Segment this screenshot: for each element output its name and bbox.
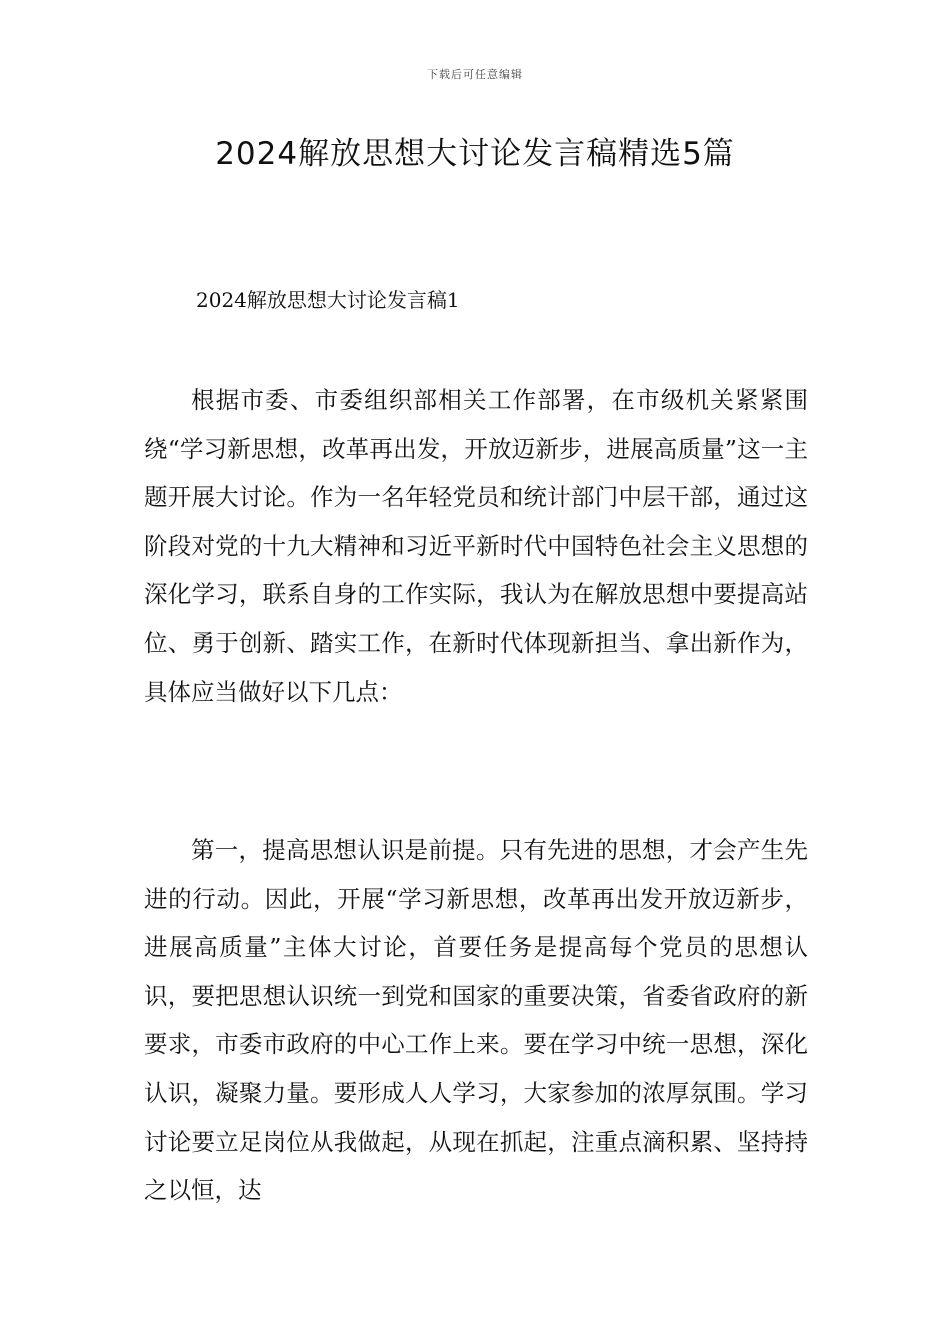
section-heading: 2024解放思想大讨论发言稿1 — [196, 288, 460, 312]
header-note: 下载后可任意编辑 — [427, 68, 523, 81]
body-paragraph-2: 第一，提高思想认识是前提。只有先进的思想，才会产生先进的行动。因此，开展“学习新思想，改革再出发开放迈新步，进展高质量”主体大讨论，首要任务是提高每个党员的思想认识，要把思想认识统一到党和国家的重要决策，省委省政府的新要求，市委市政府的中心工作上来。要在学习中统一思想，深化认识，凝聚力量。要形成人人学习，大家参加的浓厚氛围。学习讨论要立足岗位从我做起，从现在抓起，注重点滴积累、坚持持之以恒，达 — [144, 836, 808, 1205]
document-title: 2024解放思想大讨论发言稿精选5篇 — [215, 136, 735, 172]
body-paragraph-1: 根据市委、市委组织部相关工作部署，在市级机关紧紧围绕“学习新思想，改革再出发，开放迈新步，进展高质量”这一主题开展大讨论。作为一名年轻党员和统计部门中层干部，通过这阶段对党的十九大精神和习近平新时代中国特色社会主义思想的深化学习，联系自身的工作实际，我认为在解放思想中要提高站位、勇于创新、踏实工作，在新时代体现新担当、拿出新作为，具体应当做好以下几点： — [144, 386, 808, 706]
